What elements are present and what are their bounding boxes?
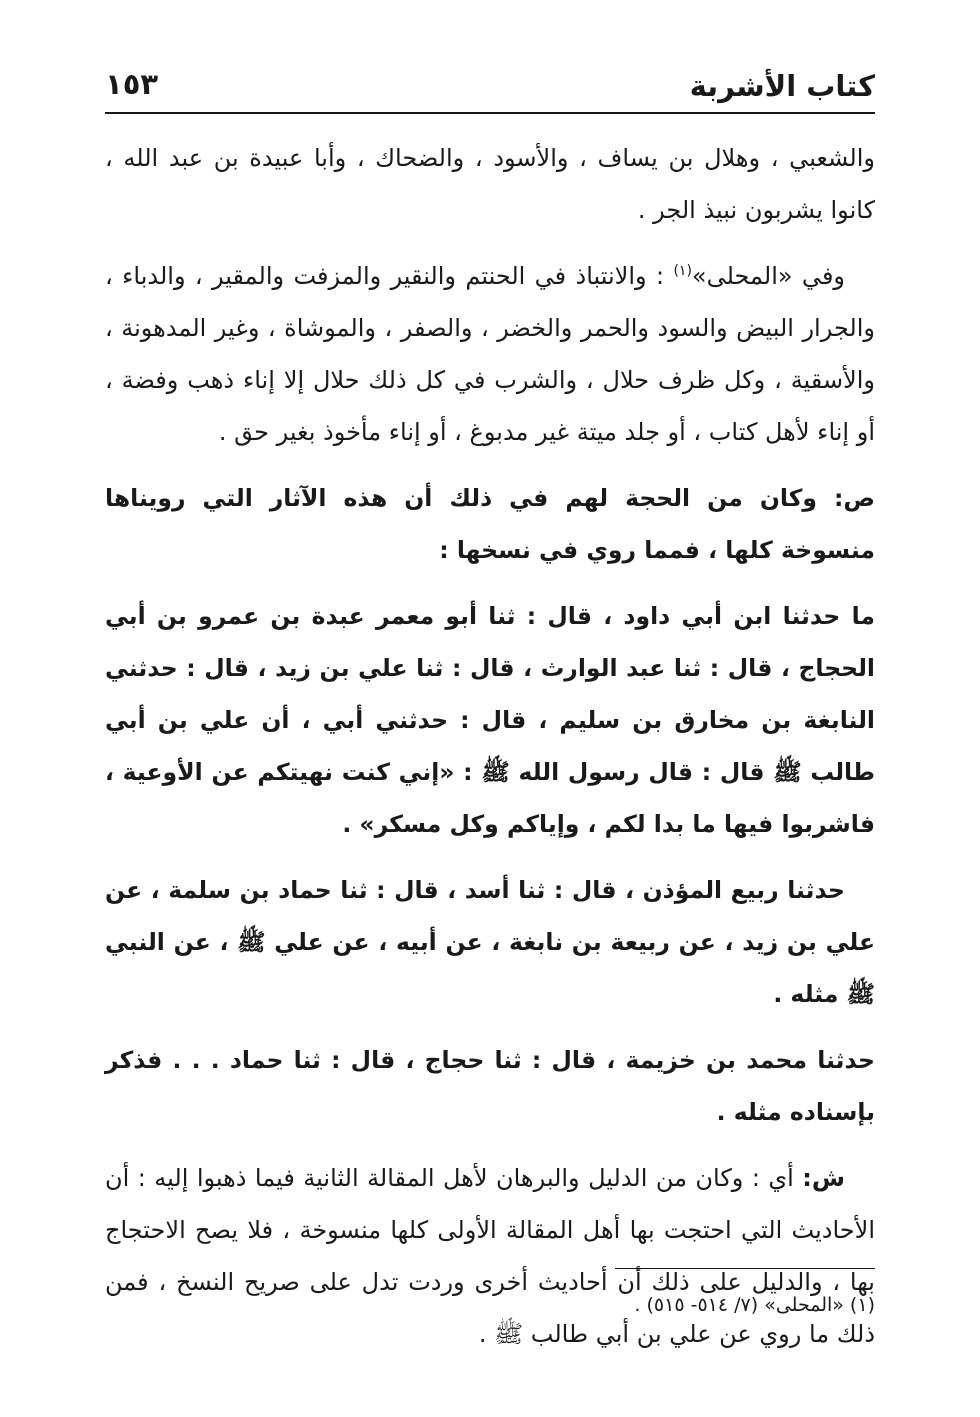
paragraph-sharh-commentary xyxy=(105,1152,875,1360)
footnote-text: (١) «المحلى» (٧/ ٥١٤- ٥١٥) . xyxy=(634,1294,875,1316)
paragraph-muhalla-quote xyxy=(105,250,875,458)
paragraph-text: حدثنا ربيع المؤذن ، قال : ثنا أسد ، قال : ثنا حماد بن سلمة ، عن علي بن زيد ، عن ربيعة بن نابغة ، عن أبيه ، عن علي ﷺ ، عن النبي ﷺ مثله . xyxy=(105,876,875,1008)
page-number: ١٥٣ xyxy=(105,67,159,101)
paragraph-text: حدثنا محمد بن خزيمة ، قال : ثنا حجاج ، قال : ثنا حماد . . . فذكر بإسناده مثله . xyxy=(105,1046,875,1126)
paragraph-text-before-note: وفي «المحلى» xyxy=(691,262,846,290)
footnote xyxy=(105,1290,875,1320)
footnote-reference: (١) xyxy=(673,263,692,279)
paragraph-hadith-chain-3 xyxy=(105,1034,875,1138)
paragraph-text: : والانتباذ في الحنتم والنقير والمزفت والمقير ، والدباء ، والجرار البيض والسود والحمر والخضر ، والصفر ، والموشاة ، وغير المدهونة ، والأسقية ، وكل ظرف حلال ، والشرب في كل ذلك حلال إلا إناء ذهب وفضة ، أو إناء لأهل كتاب ، أو جلد ميتة غير مدبوغ ، أو إناء مأخوذ بغير حق . xyxy=(105,262,875,446)
book-title: كتاب الأشربة xyxy=(689,69,875,103)
paragraph-hadith-chain-2 xyxy=(105,864,875,1020)
paragraph-text: أي : وكان من الدليل والبرهان لأهل المقالة الثانية فيما ذهبوا إليه : أن الأحاديث التي احتجت بها أهل المقالة الأولى كلها منسوخة ، فلا يصح الاحتجاج بها ، والدليل على ذلك أن أحاديث أخرى وردت تدل على صريح النسخ ، فمن ذلك ما روي عن علي بن أبي طالب ﷺ . xyxy=(105,1164,875,1348)
paragraph-text: والشعبي ، وهلال بن يساف ، والأسود ، والضحاك ، وأبا عبيدة بن عبد الله ، كانوا يشربون نبيذ الجر . xyxy=(105,144,875,224)
main-text xyxy=(105,132,875,1374)
paragraph-text: وكان من الحجة لهم في ذلك أن هذه الآثار التي رويناها منسوخة كلها ، فمما روي في نسخها : xyxy=(105,484,875,564)
paragraph-hadith-chain-1 xyxy=(105,590,875,850)
paragraph-lead-marker: ص: xyxy=(833,484,875,512)
paragraph-text: ما حدثنا ابن أبي داود ، قال : ثنا أبو معمر عبدة بن عمرو بن أبي الحجاج ، قال : ثنا عبد الوارث ، قال : ثنا علي بن زيد ، قال : حدثني النابغة بن مخارق بن سليم ، قال : حدثني أبي ، أن علي بن أبي طالب ﷺ قال : قال رسول الله ﷺ : «إني كنت نهيتكم عن الأوعية ، فاشربوا فيها ما بدا لكم ، وإياكم وكل مسكر» . xyxy=(105,602,875,838)
paragraph-sad-text xyxy=(105,472,875,576)
footnote-separator xyxy=(615,1268,875,1269)
running-header xyxy=(105,62,875,114)
paragraph-lead-marker: ش: xyxy=(802,1164,845,1192)
paragraph-continuation xyxy=(105,132,875,236)
